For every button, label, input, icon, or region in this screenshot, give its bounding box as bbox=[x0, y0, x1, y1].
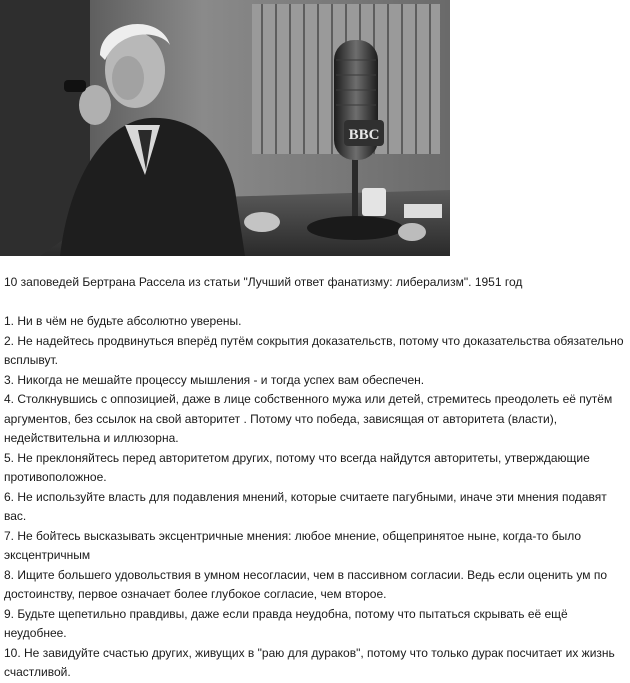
list-item: 8. Ищите большего удовольствия в умном несогласии, чем в пассивном согласии. Ведь если оценить ум по достоинству, первое означает более глубокое согласие, чем второе. bbox=[4, 567, 607, 601]
commandments-list bbox=[4, 312, 626, 683]
list-item: 2. Не надейтесь продвинуться вперёд путём сокрытия доказательств, потому что доказательства обязательно всплывут. bbox=[4, 333, 624, 367]
list-item: 5. Не преклоняйтесь перед авторитетом других, потому что всегда найдутся авторитеты, утверждающие противоположное. bbox=[4, 450, 590, 484]
article-heading: 10 заповедей Бертрана Рассела из статьи "Лучший ответ фанатизму: либерализм". 1951 год bbox=[4, 275, 523, 289]
list-item: 6. Не используйте власть для подавления мнений, которые считаете пагубными, иначе эти мнения подавят вас. bbox=[4, 489, 607, 523]
microphone-logo: BBC bbox=[348, 127, 380, 143]
list-item: 1. Ни в чём не будьте абсолютно уверены. bbox=[4, 314, 242, 328]
list-item: 3. Никогда не мешайте процессу мышления - и тогда успех вам обеспечен. bbox=[4, 372, 425, 387]
portrait-photo-illustration bbox=[0, 0, 450, 256]
list-item: 9. Будьте щепетильно правдивы, даже если правда неудобна, потому что пытаться скрывать её ещё неудобнее. bbox=[4, 606, 568, 640]
list-item: 7. Не бойтесь высказывать эксцентричные мнения: любое мнение, общепринятое ныне, когда-то было эксцентричным bbox=[4, 528, 582, 562]
list-item: 4. Столкнувшись с оппозицией, даже в лице собственного мужа или детей, стремитесь преодолеть её путём аргументов, без ссылок на свой авторитет . Потому что победа, зависящая от авторитета (власти), недействительна и иллюзорна. bbox=[4, 392, 613, 445]
portrait-photo bbox=[0, 0, 450, 256]
list-item: 10. Не завидуйте счастью других, живущих в "раю для дураков", потому что только дурак посчитает их жизнь счастливой. bbox=[4, 645, 615, 679]
